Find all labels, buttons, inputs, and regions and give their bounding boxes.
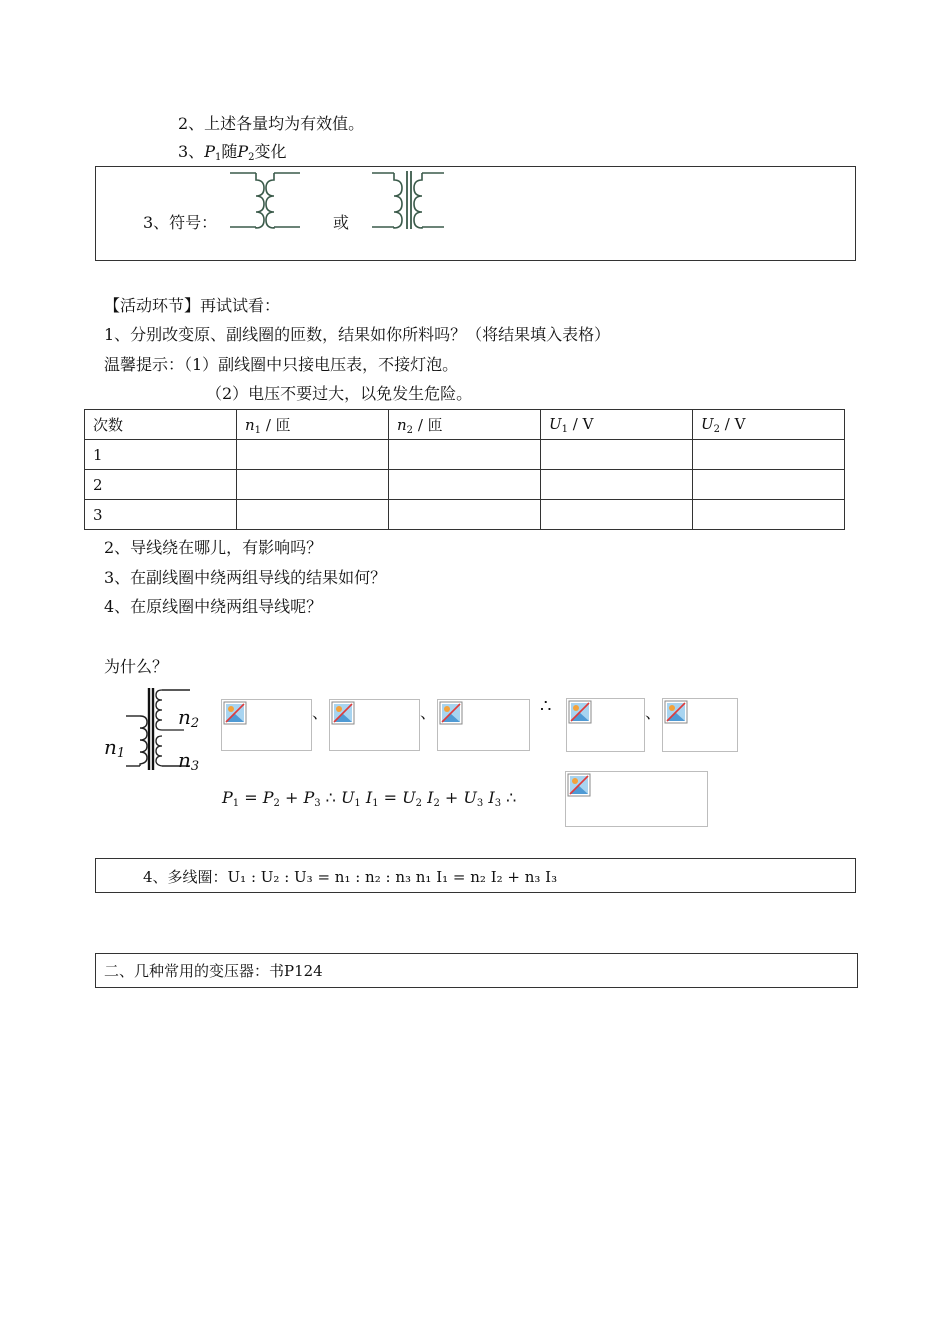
table-row xyxy=(85,500,845,530)
activity-heading: 【活动环节】再试试看： xyxy=(104,296,281,315)
row-index: 1 xyxy=(85,440,237,470)
power-equation: $P_1 = P_2 + P_3$ ∴ $U_1$ $I_1 = U_2$ $I_2 + U_3$ $I_3$ ∴ xyxy=(222,788,517,809)
symbol-label: 3、符号： xyxy=(143,213,218,232)
header-u1: $U_1$ / V xyxy=(541,410,693,440)
activity-question-1: 1、分别改变原、副线圈的匝数，结果如你所料吗？（将结果填入表格） xyxy=(104,325,611,344)
therefore-symbol: ∴ xyxy=(540,696,552,717)
row-index: 2 xyxy=(85,470,237,500)
table-cell[interactable] xyxy=(389,470,541,500)
symbol-or: 或 xyxy=(333,213,350,232)
header-count: 次数 xyxy=(85,410,237,440)
row-index: 3 xyxy=(85,500,237,530)
tip-2: （2）电压不要过大，以免发生危险。 xyxy=(206,384,473,403)
table-cell[interactable] xyxy=(237,500,389,530)
table-cell[interactable] xyxy=(541,500,693,530)
broken-image-icon xyxy=(662,698,738,752)
broken-image-icon xyxy=(566,698,645,752)
question-2: 2、导线绕在哪儿，有影响吗？ xyxy=(104,538,323,557)
broken-image-icon xyxy=(329,699,420,751)
table-cell[interactable] xyxy=(389,500,541,530)
broken-image-icon xyxy=(565,771,708,827)
question-3: 3、在副线圈中绕两组导线的结果如何？ xyxy=(104,568,387,587)
separator-comma: 、 xyxy=(420,703,437,722)
broken-image-icon xyxy=(437,699,530,751)
why-question: 为什么？ xyxy=(104,657,169,676)
table-cell[interactable] xyxy=(237,440,389,470)
section-2-title: 二、几种常用的变压器：书P124 xyxy=(104,962,323,980)
multi-coil-formula: 4、多线圈：U₁ : U₂ : U₃ = n₁ : n₂ : n₃ n₁ I₁ = n₂ I₂ + n₃ I₃ xyxy=(143,868,558,886)
broken-image-icon xyxy=(221,699,312,751)
separator-comma: 、 xyxy=(645,703,662,722)
table-cell[interactable] xyxy=(693,470,845,500)
table-row xyxy=(85,470,845,500)
table-cell[interactable] xyxy=(541,470,693,500)
table-cell[interactable] xyxy=(237,470,389,500)
header-n1: $n_1$ / 匝 xyxy=(237,410,389,440)
label-n1: $n_1$ xyxy=(104,735,126,761)
label-n3: $n_3$ xyxy=(178,748,200,774)
table-cell[interactable] xyxy=(693,440,845,470)
tip-1: 温馨提示：（1）副线圈中只接电压表，不接灯泡。 xyxy=(104,355,459,374)
table-cell[interactable] xyxy=(389,440,541,470)
iron-core-transformer-symbol-icon xyxy=(368,170,448,230)
header-n2: $n_2$ / 匝 xyxy=(389,410,541,440)
table-header-row xyxy=(85,410,845,440)
table-cell[interactable] xyxy=(693,500,845,530)
question-4: 4、在原线圈中绕两组导线呢？ xyxy=(104,597,323,616)
table-cell[interactable] xyxy=(541,440,693,470)
label-n2: $n_2$ xyxy=(178,705,200,731)
header-u2: $U_2$ / V xyxy=(693,410,845,440)
line-p1-varies-p2: 3、$P_1$随$P_2$变化 xyxy=(178,142,287,163)
results-table xyxy=(84,409,845,530)
transformer-symbol-icon xyxy=(226,170,304,230)
separator-comma: 、 xyxy=(312,703,329,722)
line-effective-values: 2、上述各量均为有效值。 xyxy=(178,114,365,133)
table-row xyxy=(85,440,845,470)
